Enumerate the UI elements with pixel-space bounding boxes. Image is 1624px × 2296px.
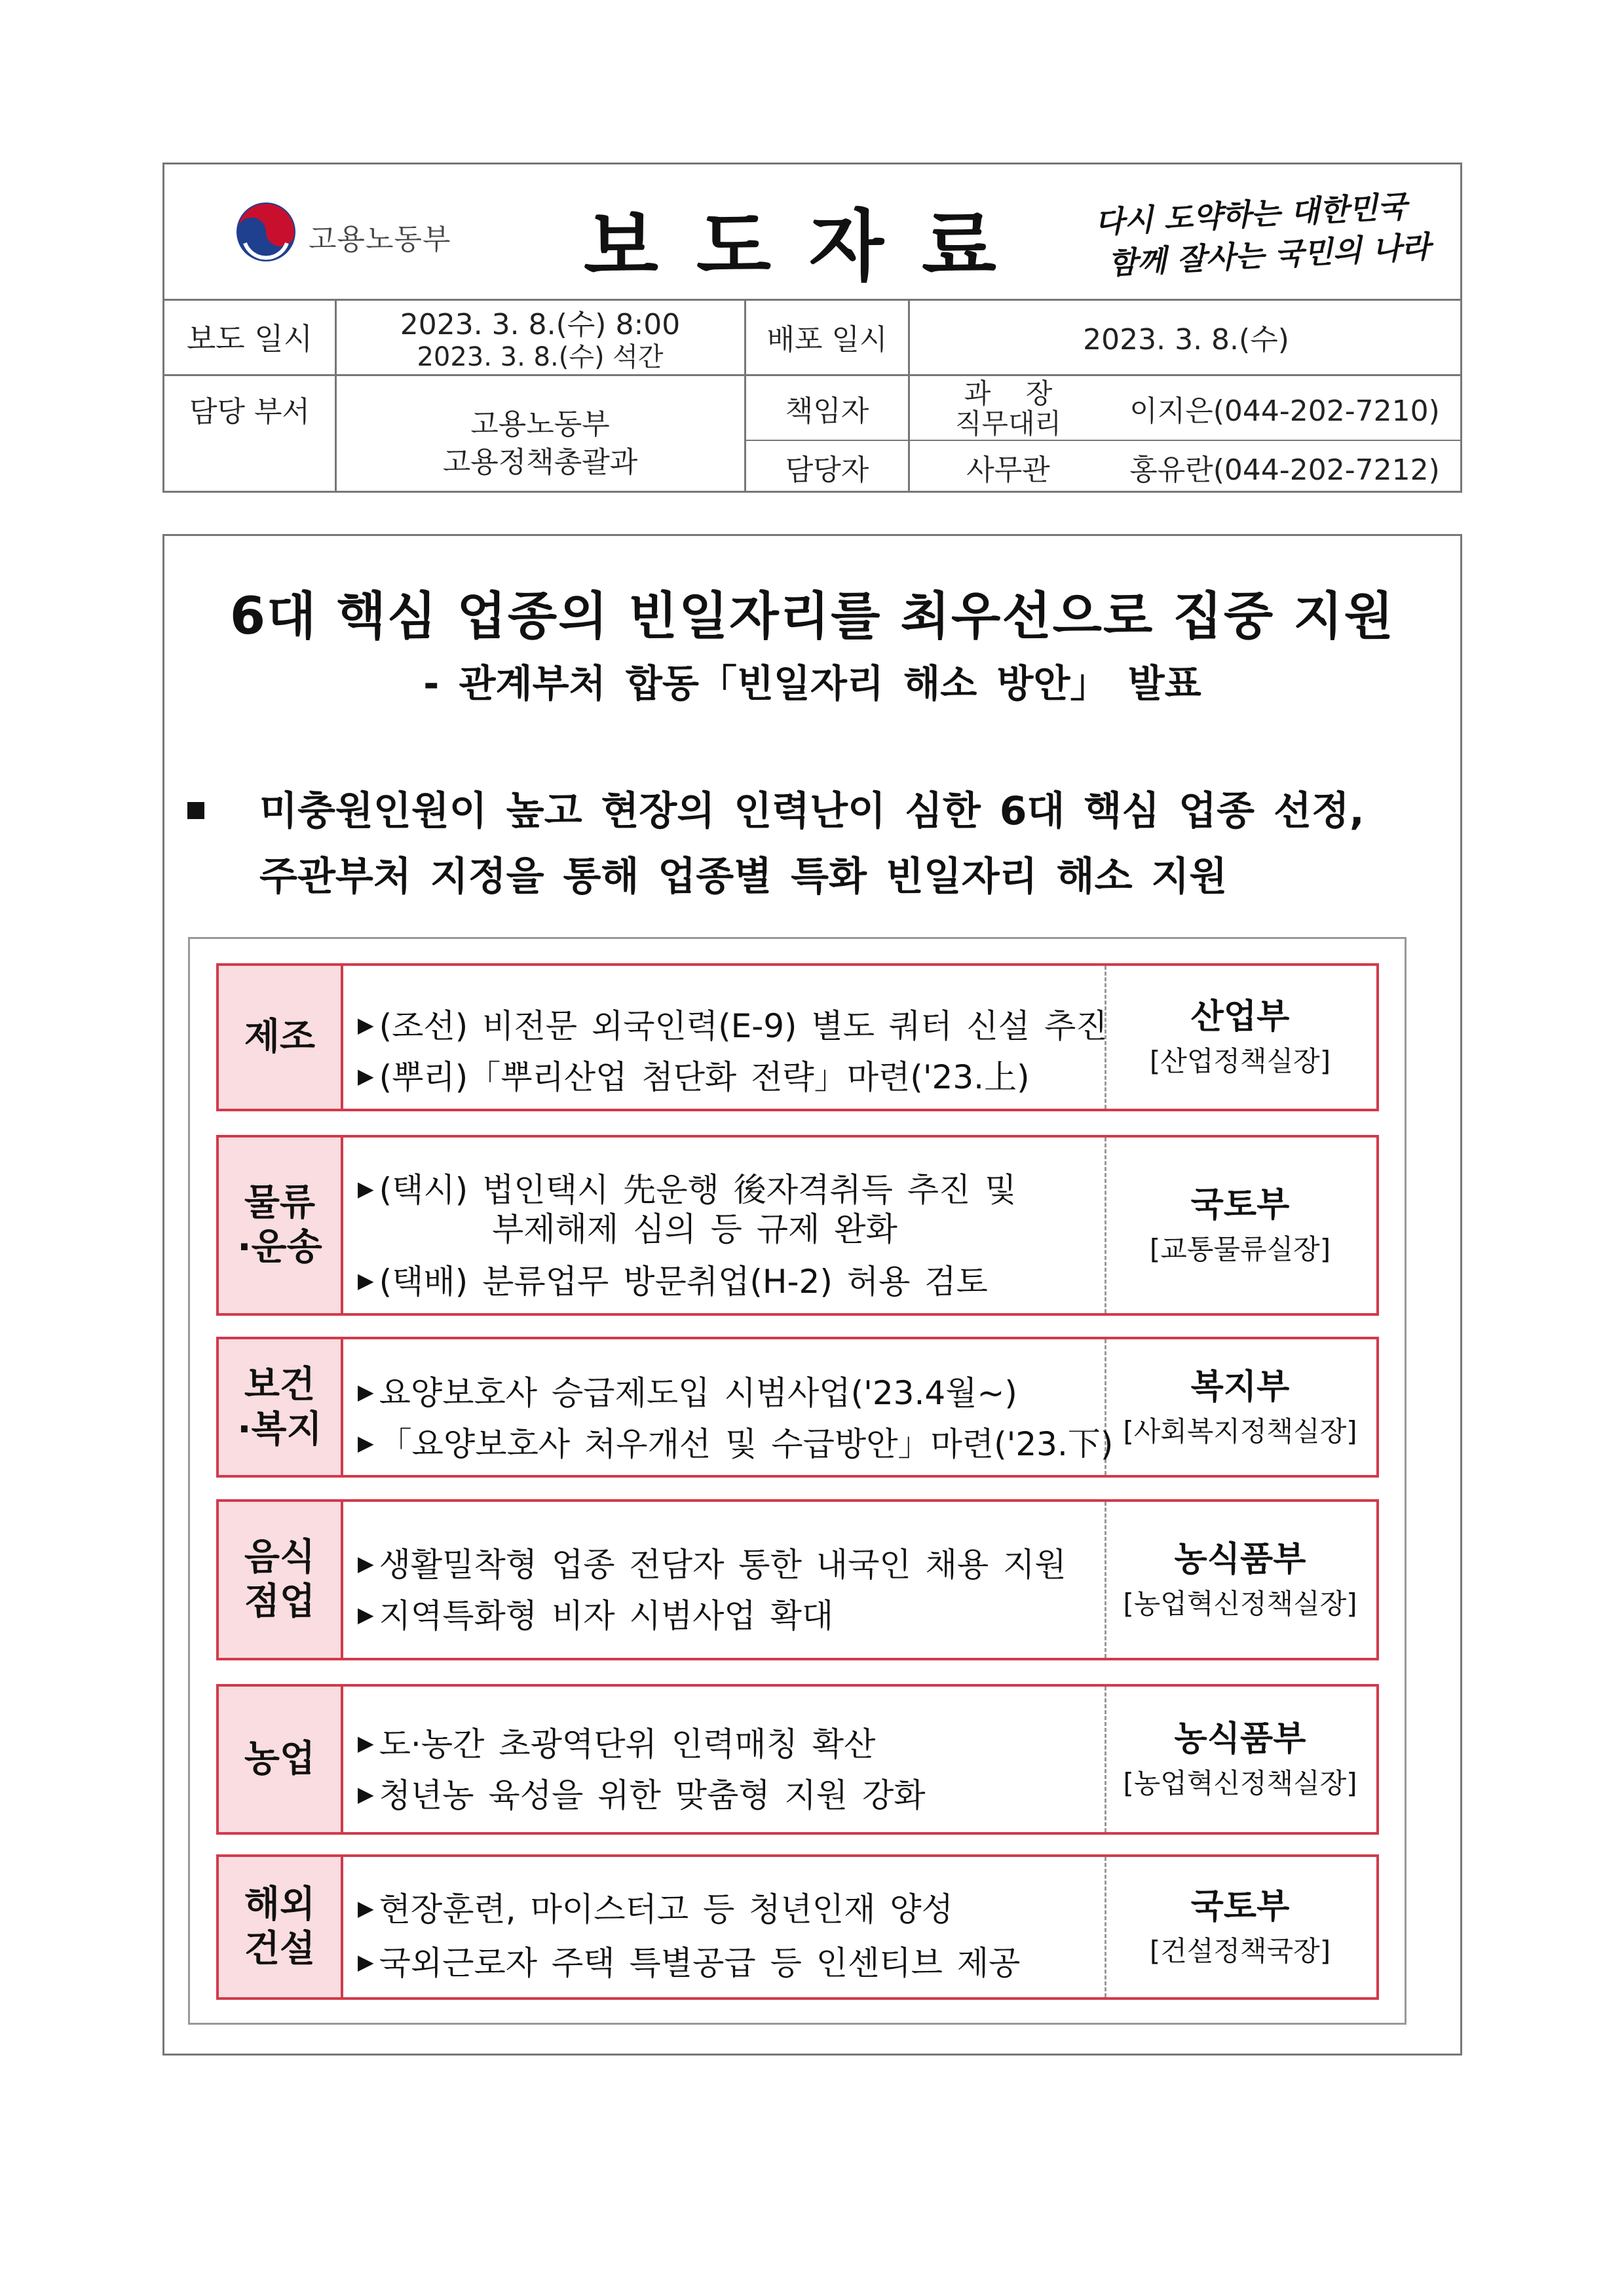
- sector-name: 해외 건설: [219, 1857, 343, 1997]
- header-title-row: [164, 164, 1460, 301]
- triangle-right-icon: ▶: [358, 1602, 374, 1627]
- sector-name: 농업: [219, 1687, 343, 1832]
- sector-row: [216, 1684, 1379, 1835]
- department-label: 담당 부서: [189, 395, 310, 429]
- sector-item-text: (뿌리)「뿌리산업 첨단화 전략」마련('23.上): [379, 1058, 1030, 1096]
- ministry-name: 국토부: [1190, 1185, 1290, 1225]
- department-ministry: 고용노동부: [470, 408, 610, 441]
- sector-item: [358, 1539, 1067, 1586]
- ministry-name: 복지부: [1190, 1367, 1290, 1407]
- distribution-date-label: 배포 일시: [766, 322, 888, 356]
- headline: 6대 핵심 업종의 빈일자리를 최우선으로 집중 지원: [229, 587, 1395, 646]
- sector-item: [358, 1937, 1020, 1984]
- triangle-right-icon: ▶: [358, 1896, 374, 1921]
- summary-line-2: 주관부처 지정을 통해 업종별 특화 빈일자리 해소 지원: [259, 854, 1228, 900]
- department-division: 고용정책총괄과: [442, 446, 638, 479]
- sector-lead-ministry: [1104, 1687, 1376, 1832]
- triangle-right-icon: ▶: [358, 1949, 374, 1974]
- sector-item-continuation: 부제해제 심의 등 규제 완화: [492, 1210, 897, 1248]
- taegeuk-emblem-icon: [233, 196, 299, 268]
- page-title: 보도자료: [584, 201, 1034, 292]
- responsible-label: 책임자: [785, 394, 869, 428]
- sector-items: [343, 1339, 1114, 1475]
- sector-item-text: 도·농간 초광역단위 인력매칭 확산: [379, 1725, 876, 1763]
- sector-item: [358, 1367, 1017, 1414]
- sector-item-text: (택배) 분류업무 방문취업(H-2) 허용 검토: [379, 1263, 988, 1301]
- sector-items: [343, 1687, 1106, 1832]
- distribution-date: 2023. 3. 8.(수): [1083, 322, 1289, 356]
- ministry-division: [산업정책실장]: [1149, 1045, 1331, 1077]
- triangle-right-icon: ▶: [358, 1379, 374, 1404]
- release-time: 2023. 3. 8.(수) 8:00: [400, 308, 681, 341]
- triangle-right-icon: ▶: [358, 1782, 374, 1807]
- sector-name: 보건 ·복지: [219, 1339, 343, 1475]
- sector-item-text: 국외근로자 주택 특별공급 등 인센티브 제공: [379, 1944, 1021, 1982]
- sector-item-text: 청년농 육성을 위한 맞춤형 지원 강화: [379, 1776, 926, 1814]
- sector-lead-ministry: [1104, 1857, 1376, 1997]
- triangle-right-icon: ▶: [358, 1012, 374, 1037]
- triangle-right-icon: ▶: [358, 1430, 374, 1455]
- sector-item-text: 「요양보호사 처우개선 및 수급방안」마련('23.下): [379, 1425, 1114, 1463]
- sector-item: [358, 1000, 1108, 1047]
- summary-line-1: 미충원인원이 높고 현장의 인력난이 심한 6대 핵심 업종 선정,: [259, 788, 1365, 834]
- ministry-name: 농식품부: [1174, 1540, 1306, 1579]
- triangle-right-icon: ▶: [358, 1063, 374, 1088]
- press-release-header: [162, 163, 1462, 493]
- sector-item: [358, 1769, 926, 1816]
- sector-row: [216, 963, 1379, 1111]
- ministry-division: [농업혁신정책실장]: [1123, 1588, 1357, 1620]
- sector-item: [358, 1051, 1030, 1098]
- sector-item: [358, 1718, 875, 1765]
- sector-item: [358, 1883, 953, 1930]
- sector-items: [343, 966, 1106, 1109]
- government-slogan: [1068, 188, 1455, 282]
- sector-item: [358, 1590, 833, 1637]
- sector-items: [343, 1857, 1106, 1997]
- sector-item-text: 요양보호사 승급제도입 시범사업('23.4월~): [379, 1374, 1017, 1412]
- sector-row: [216, 1337, 1379, 1478]
- sector-item-text: (조선) 비전문 외국인력(E-9) 별도 쿼터 신설 추진: [379, 1007, 1108, 1045]
- slogan-line-1: 다시 도약하는 대한민국: [1094, 188, 1408, 240]
- sector-item-text: 생활밀착형 업종 전담자 통한 내국인 채용 지원: [379, 1546, 1067, 1584]
- sector-name: 제조: [219, 966, 343, 1109]
- sector-items: [343, 1502, 1106, 1658]
- sector-row: [216, 1499, 1379, 1660]
- sector-item-text: 현장훈련, 마이스터고 등 청년인재 양성: [379, 1890, 953, 1928]
- sector-items: [343, 1138, 1106, 1313]
- sector-item: [358, 1255, 988, 1303]
- sector-item-text: 지역특화형 비자 시범사업 확대: [379, 1597, 834, 1635]
- ministry-name: 농식품부: [1174, 1719, 1306, 1759]
- sector-row: [216, 1854, 1379, 2000]
- triangle-right-icon: ▶: [358, 1176, 374, 1201]
- release-paper-edition: 2023. 3. 8.(수) 석간: [417, 341, 664, 372]
- sector-row: [216, 1135, 1379, 1316]
- subheadline: - 관계부처 합동「빈일자리 해소 방안」 발표: [423, 661, 1201, 706]
- sector-lead-ministry: [1104, 1502, 1376, 1658]
- triangle-right-icon: ▶: [358, 1731, 374, 1755]
- ministry-logo: [233, 196, 626, 268]
- sector-item: [358, 1418, 1113, 1465]
- ministry-division: [건설정책국장]: [1149, 1935, 1331, 1967]
- slogan-line-2: 함께 잘사는 국민의 나라: [1107, 229, 1431, 281]
- triangle-right-icon: ▶: [358, 1551, 374, 1576]
- triangle-right-icon: ▶: [358, 1268, 374, 1293]
- sector-item: [358, 1164, 1017, 1248]
- sector-item-text: (택시) 법인택시 先운행 後자격취득 추진 및: [379, 1171, 1017, 1209]
- responsible-title-1: 과 장: [964, 377, 1053, 410]
- ministry-name: 산업부: [1190, 997, 1290, 1037]
- ministry-name: 고용노동부: [309, 223, 451, 256]
- contact-name: 홍유란(044-202-7212): [1129, 453, 1440, 487]
- ministry-division: [교통물류실장]: [1149, 1233, 1331, 1265]
- square-bullet-icon: [187, 802, 204, 819]
- sector-name: 음식 점업: [219, 1502, 343, 1658]
- responsible-name: 이지은(044-202-7210): [1129, 394, 1440, 428]
- contact-label: 담당자: [785, 453, 869, 487]
- sector-name: 물류 ·운송: [219, 1138, 343, 1313]
- contact-title: 사무관: [966, 453, 1050, 487]
- sector-lead-ministry: [1104, 966, 1376, 1109]
- release-date-label: 보도 일시: [186, 320, 313, 356]
- ministry-name: 국토부: [1190, 1887, 1290, 1926]
- ministry-division: [사회복지정책실장]: [1123, 1415, 1357, 1447]
- ministry-division: [농업혁신정책실장]: [1123, 1767, 1357, 1799]
- sector-lead-ministry: [1104, 1138, 1376, 1313]
- sector-lead-ministry: [1104, 1339, 1376, 1475]
- responsible-title-2: 직무대리: [954, 408, 1062, 440]
